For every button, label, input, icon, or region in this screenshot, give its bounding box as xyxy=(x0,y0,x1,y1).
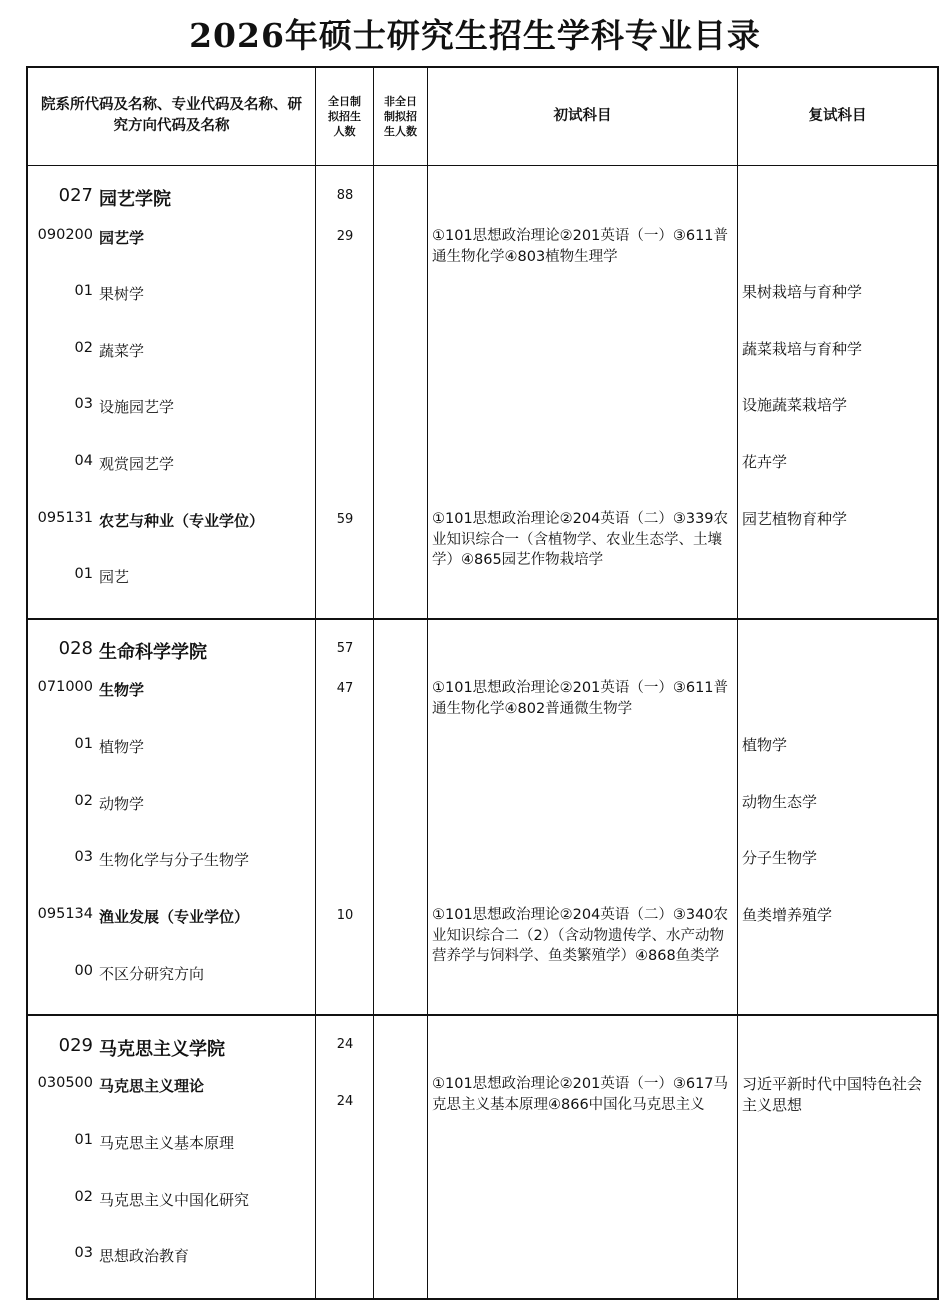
direction-name: 不区分研究方向 xyxy=(99,965,205,983)
direction-name: 植物学 xyxy=(99,738,145,756)
retest-subject: 花卉学 xyxy=(742,453,788,471)
college-name: 园艺学院 xyxy=(99,189,171,210)
direction-name: 观赏园艺学 xyxy=(99,455,175,473)
header-initial-exam: 初试科目 xyxy=(553,107,612,124)
fulltime-count: 24 xyxy=(336,1094,354,1109)
fulltime-count: 88 xyxy=(336,188,354,203)
direction-name: 设施园艺学 xyxy=(99,398,175,416)
major-name: 园艺学 xyxy=(99,229,145,247)
retest-subject: 习近平新时代中国特色社会主义思想 xyxy=(742,1075,923,1114)
direction-code: 02 xyxy=(74,793,93,809)
retest-subject: 动物生态学 xyxy=(742,793,818,811)
direction-code: 04 xyxy=(74,453,93,469)
retest-subject: 果树栽培与育种学 xyxy=(742,283,863,301)
major-name: 马克思主义理论 xyxy=(99,1077,205,1095)
exam-subjects: ①101思想政治理论②204英语（二）③340农业知识综合二（2）（含动物遗传学、水产动物营养学与饲料学、鱼类繁殖学）④868鱼类学 xyxy=(432,907,729,964)
direction-code: 03 xyxy=(74,849,93,865)
major-code: 095134 xyxy=(37,906,93,922)
section-divider xyxy=(26,618,939,620)
fulltime-count: 59 xyxy=(336,512,354,527)
page-title: 2026年硕士研究生招生学科专业目录 xyxy=(189,16,761,55)
column-divider xyxy=(737,66,738,1300)
retest-subject: 植物学 xyxy=(742,736,788,754)
college-code: 027 xyxy=(58,185,93,206)
major-name: 生物学 xyxy=(99,681,145,699)
direction-code: 02 xyxy=(74,340,93,356)
exam-subjects: ①101思想政治理论②204英语（二）③339农业知识综合一（含植物学、农业生态学、土壤学）④865园艺作物栽培学 xyxy=(432,511,729,568)
exam-subjects: ①101思想政治理论②201英语（一）③611普通生物化学④803植物生理学 xyxy=(432,228,729,265)
section-divider xyxy=(26,1014,939,1016)
exam-subjects: ①101思想政治理论②201英语（一）③611普通生物化学④802普通微生物学 xyxy=(432,680,729,717)
college-name: 马克思主义学院 xyxy=(99,1039,225,1060)
college-code: 029 xyxy=(58,1035,93,1056)
direction-code: 01 xyxy=(74,566,93,582)
header-fulltime-count: 全日制拟招生人数 xyxy=(328,94,361,138)
header-retest: 复试科目 xyxy=(808,107,867,124)
direction-code: 00 xyxy=(74,963,93,979)
retest-subject: 鱼类增养殖学 xyxy=(742,906,833,924)
major-code: 071000 xyxy=(37,679,93,695)
fulltime-count: 29 xyxy=(336,229,354,244)
retest-subject: 园艺植物育种学 xyxy=(742,510,848,528)
fulltime-count: 10 xyxy=(336,908,354,923)
direction-name: 马克思主义中国化研究 xyxy=(99,1191,250,1209)
retest-subject: 设施蔬菜栽培学 xyxy=(742,396,848,414)
column-divider xyxy=(427,66,428,1300)
fulltime-count: 47 xyxy=(336,681,354,696)
direction-code: 03 xyxy=(74,1245,93,1261)
direction-code: 01 xyxy=(74,1132,93,1148)
retest-subject: 蔬菜栽培与育种学 xyxy=(742,340,863,358)
fulltime-count: 57 xyxy=(336,641,354,656)
direction-code: 02 xyxy=(74,1189,93,1205)
direction-code: 03 xyxy=(74,396,93,412)
major-code: 090200 xyxy=(37,227,93,243)
direction-code: 01 xyxy=(74,283,93,299)
direction-name: 蔬菜学 xyxy=(99,342,145,360)
exam-subjects: ①101思想政治理论②201英语（一）③617马克思主义基本原理④866中国化马克思主义 xyxy=(432,1076,729,1113)
direction-code: 01 xyxy=(74,736,93,752)
header-parttime-count: 非全日制拟招生人数 xyxy=(384,94,417,138)
direction-name: 思想政治教育 xyxy=(99,1247,190,1265)
major-code: 030500 xyxy=(37,1075,93,1091)
major-name: 渔业发展（专业学位） xyxy=(99,908,250,926)
header-unit-major-direction: 院系所代码及名称、专业代码及名称、研究方向代码及名称 xyxy=(41,97,302,134)
direction-name: 马克思主义基本原理 xyxy=(99,1134,235,1152)
direction-name: 动物学 xyxy=(99,795,145,813)
major-name: 农艺与种业（专业学位） xyxy=(99,512,265,530)
fulltime-count: 24 xyxy=(336,1037,354,1052)
direction-name: 生物化学与分子生物学 xyxy=(99,851,250,869)
header-divider xyxy=(26,165,939,166)
college-name: 生命科学学院 xyxy=(99,642,207,663)
direction-name: 果树学 xyxy=(99,285,145,303)
direction-name: 园艺 xyxy=(99,568,130,586)
major-code: 095131 xyxy=(37,510,93,526)
college-code: 028 xyxy=(58,638,93,659)
retest-subject: 分子生物学 xyxy=(742,849,818,867)
